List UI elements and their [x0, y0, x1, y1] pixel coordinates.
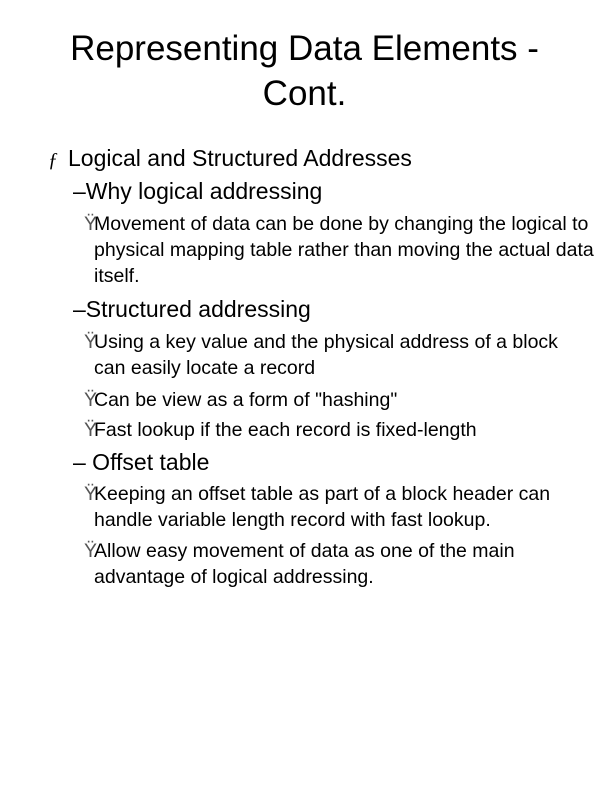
list-item	[84, 417, 594, 443]
bullet-icon: Ÿ	[84, 331, 98, 353]
list-item	[84, 538, 594, 590]
bullet-icon: Ÿ	[84, 483, 98, 505]
list-item-text: Using a key value and the physical address of a block can easily locate a record	[94, 331, 558, 379]
section-heading-offset-table: – Offset table	[73, 449, 210, 475]
section-heading-structured: –Structured addressing	[73, 296, 311, 322]
list-item-text: Keeping an offset table as part of a block header can handle variable length record with fast lookup.	[94, 483, 551, 531]
slide-title-line-2: Cont.	[262, 74, 347, 113]
bullet-icon: Ÿ	[84, 389, 98, 411]
level1-bullet	[48, 142, 412, 176]
level1-bullet-icon: ƒ	[48, 149, 58, 171]
slide-title-line-1: Representing Data Elements -	[70, 29, 539, 68]
list-item	[84, 387, 594, 413]
list-item-text: Fast lookup if the each record is fixed-length	[94, 419, 477, 441]
section-heading-why-logical: –Why logical addressing	[73, 178, 323, 204]
list-item-text: Can be view as a form of "hashing"	[94, 389, 398, 411]
slide-title	[0, 26, 609, 116]
list-item-text: Allow easy movement of data as one of the main advantage of logical addressing.	[94, 540, 515, 588]
list-item	[84, 481, 594, 533]
bullet-icon: Ÿ	[84, 540, 98, 562]
bullet-icon: Ÿ	[84, 419, 98, 441]
level1-bullet-text: Logical and Structured Addresses	[68, 145, 412, 171]
list-item-text: Movement of data can be done by changing the logical to physical mapping table rather than moving the actual data itself.	[94, 213, 594, 287]
list-item	[84, 211, 594, 289]
list-item	[84, 329, 594, 381]
bullet-icon: Ÿ	[84, 213, 98, 235]
